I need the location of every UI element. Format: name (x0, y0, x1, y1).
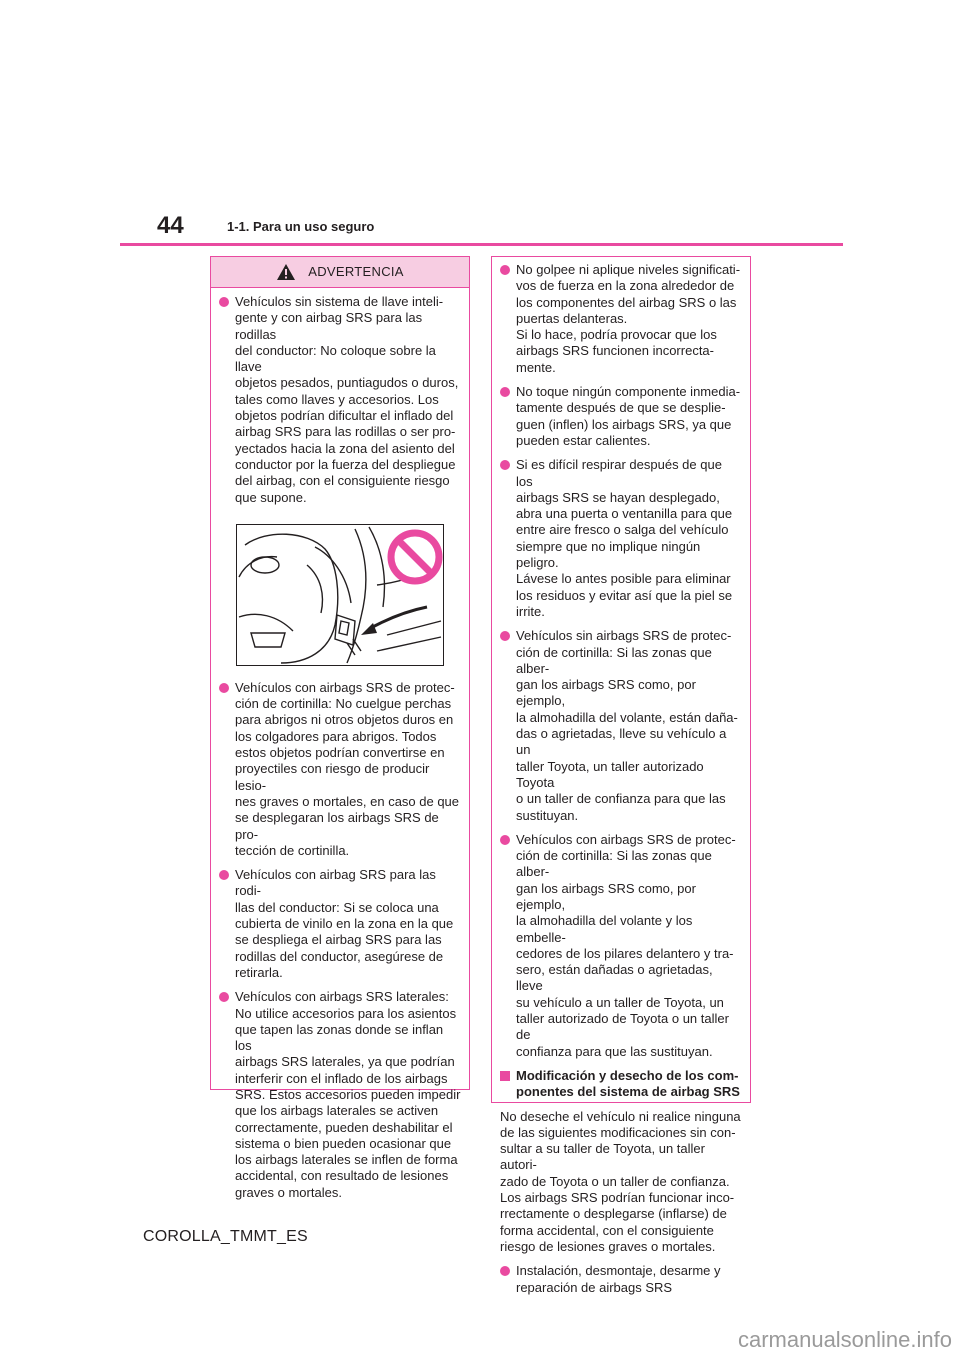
bullet-icon (500, 631, 510, 641)
warning-item (500, 832, 742, 1060)
bullet-icon (500, 460, 510, 470)
warning-item-text: Si es difícil respirar después de que los airbags SRS se hayan desplegado, abra una puerta o ventanilla para que entre aire fresco o salga del vehículo siempre que no implique ningún peligro. Lávese lo antes posible para eliminar los residuos y evitar así que la piel se irrite. (516, 457, 733, 619)
warning-title: ADVERTENCIA (308, 263, 404, 279)
bullet-icon (219, 870, 229, 880)
warning-item-text: Vehículos con airbags SRS de protec- ción de cortinilla: Si las zonas que alber- gan los airbags SRS como, por ejemplo, la almohadilla del volante y los embelle- cedores de los pilares delantero y tra- sero, están dañadas o agrietadas, lleve su vehículo a un taller de Toyota, un taller autorizado de Toyota o un taller de confianza para que las sustituyan. (516, 831, 736, 1059)
watermark: carmanualsonline.info (737, 1327, 952, 1352)
warning-item (219, 867, 461, 981)
section-title: 1-1. Para un uso seguro (227, 219, 375, 234)
steering-wheel-illustration (236, 524, 444, 666)
warning-item (500, 628, 742, 824)
warning-item (500, 457, 742, 620)
warning-item-text: Vehículos sin airbags SRS de protec- ción de cortinilla: Si las zonas que alber- gan los airbags SRS como, por ejemplo, la almohadilla del volante, están daña- das o agrietadas, lleve su vehículo a un taller Toyota, un taller autorizado Toyota o un taller de confianza para que las sustituyan. (516, 628, 738, 823)
bullet-icon (219, 297, 229, 307)
bullet-icon (500, 387, 510, 397)
warning-header (211, 257, 469, 288)
warning-item-text: Vehículos sin sistema de llave inteli- gente y con airbag SRS para las rodillas del conductor: No coloque sobre la llave objetos pesados, puntiagudos o duros, tales como llaves y accesorios. Los objetos podrían dificultar el inflado del airbag SRS para las rodillas o ser pro- yectados hacia la zona del asiento del conductor por la fuerza del despliegue del airbag, con el consiguiente riesgo que supone. (235, 294, 459, 505)
sub-heading (500, 1068, 742, 1101)
header-rule (120, 243, 843, 246)
square-bullet-icon (500, 1071, 510, 1081)
bullet-icon (219, 683, 229, 693)
warning-item (219, 294, 461, 506)
warning-item (500, 1263, 742, 1296)
warning-triangle-icon (276, 263, 296, 281)
warning-item-text: Instalación, desmontaje, desarme y reparación de airbags SRS (516, 1263, 721, 1295)
warning-box-continued (491, 256, 751, 1295)
document-code: COROLLA_TMMT_ES (143, 1228, 308, 1245)
warning-box (210, 256, 470, 1200)
warning-body (211, 288, 469, 1201)
warning-item-text: Vehículos con airbags SRS laterales: No utilice accesorios para los asientos que tapen las zonas donde se inflan los airbags SRS laterales, ya que podrían interferir con el inflado de los airbags SRS. Estos accesorios pueden impedir que los airbags laterales se activen correctamente, pueden deshabilitar el sistema o bien pueden ocasionar que los airbags laterales se inflen de forma accidental, con resultado de lesiones graves o mortales. (235, 989, 461, 1200)
warning-item-text: Vehículos con airbags SRS de protec- ción de cortinilla: No cuelgue perchas para abrigos ni otros objetos duros en los colgadores para abrigos. Todos estos objetos podrían convertirse en proyectiles con riesgo de producir lesio- nes graves o mortales, en caso de que se desplegaran los airbags SRS de pro- tección de cortinilla. (235, 679, 460, 858)
right-column-body (492, 257, 750, 1296)
warning-item-text: Vehículos con airbag SRS para las rodi- llas del conductor: Si se coloca una cubierta de vinilo en la zona en la que se despliega el airbag SRS para las rodillas del conductor, asegúrese de retirarla. (235, 867, 454, 980)
warning-item (219, 989, 461, 1201)
bullet-icon (500, 1266, 510, 1276)
illustration-drawing (237, 525, 443, 665)
bullet-icon (219, 992, 229, 1002)
bullet-icon (500, 265, 510, 275)
paragraph: No deseche el vehículo ni realice ninguna de las siguientes modificaciones sin con- sultar a su taller de Toyota, un taller autori- zado de Toyota o un taller de confianza. Los airbags SRS podrían funcionar inco- rrectamente o desplegarse (inflarse) de forma accidental, con el consiguiente riesgo de lesiones graves o mortales. (500, 1108, 741, 1254)
warning-item (219, 680, 461, 859)
warning-item-text: No toque ningún componente inmedia- tamente después de que se desplie- guen (inflen) los airbags SRS, ya que pueden estar calientes. (516, 384, 741, 448)
prohibited-icon (391, 533, 439, 581)
warning-item (500, 262, 742, 376)
warning-item-text: No golpee ni aplique niveles significati- vos de fuerza en la zona alrededor de los componentes del airbag SRS o las puertas delanteras. Si lo hace, podría provocar que los airbags SRS funcionen incorrecta- mente. (516, 262, 741, 375)
bullet-icon (500, 835, 510, 845)
sub-heading-text: Modificación y desecho de los com- ponentes del sistema de airbag SRS (516, 1067, 740, 1100)
page-number: 44 (157, 212, 184, 239)
warning-item (500, 384, 742, 449)
